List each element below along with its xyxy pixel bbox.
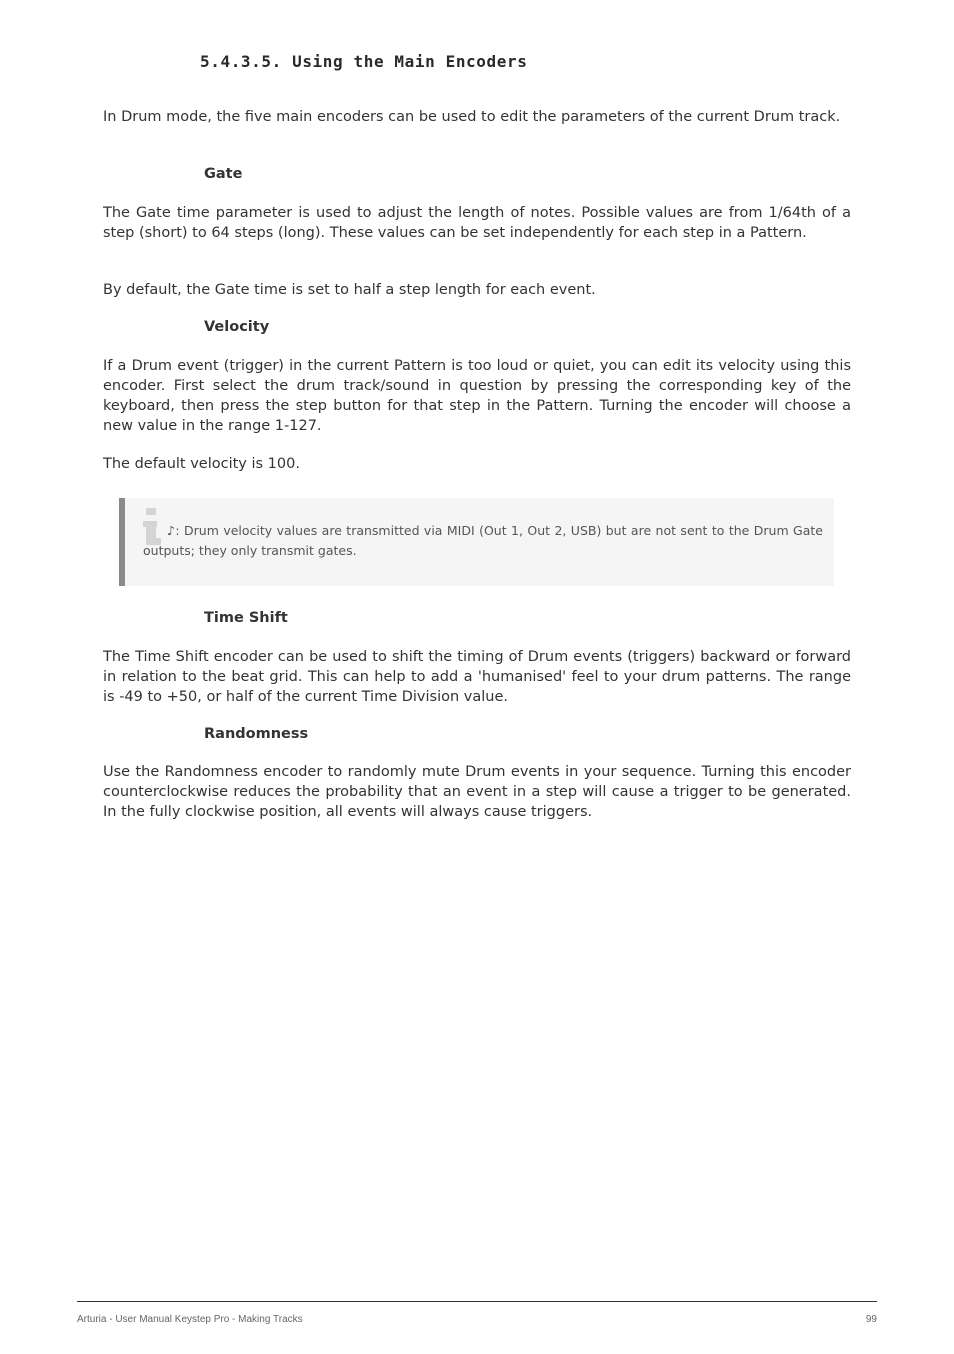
time-shift-heading: Time Shift — [204, 610, 288, 626]
note-text-content: ♪: Drum velocity values are transmitted via MIDI (Out 1, Out 2, USB) but are not sent to the Drum Gate outputs; they only transmit gates. — [143, 523, 823, 558]
velocity-heading: Velocity — [204, 319, 270, 335]
section-heading: 5.4.3.5. Using the Main Encoders — [200, 52, 528, 71]
note-text — [143, 521, 823, 561]
info-note — [119, 498, 834, 586]
velocity-default-paragraph: The default velocity is 100. — [103, 456, 300, 472]
intro-paragraph: In Drum mode, the five main encoders can be used to edit the parameters of the current Drum track. — [103, 109, 841, 125]
footer-title: Arturia - User Manual Keystep Pro - Making Tracks — [77, 1314, 303, 1325]
page-number: 99 — [865, 1314, 877, 1325]
randomness-paragraph: Use the Randomness encoder to randomly mute Drum events in your sequence. Turning this encoder counterclockwise reduces the probability that an event in a step will cause a trigger to be generated. In the fully clockwise position, all events will always cause triggers. — [103, 764, 851, 820]
gate-paragraph: The Gate time parameter is used to adjust the length of notes. Possible values are from 1/64th of a step (short) to 64 steps (long). These values can be set independently for each step in a Pattern. — [103, 205, 851, 241]
time-shift-paragraph: The Time Shift encoder can be used to shift the timing of Drum events (triggers) backward or forward in relation to the beat grid. This can help to add a 'humanised' feel to your drum patterns. The range is -49 to +50, or half of the current Time Division value. — [103, 649, 851, 705]
footer-divider — [77, 1301, 877, 1302]
randomness-heading: Randomness — [204, 726, 309, 742]
gate-default-paragraph: By default, the Gate time is set to half a step length for each event. — [103, 282, 596, 298]
gate-heading: Gate — [204, 166, 243, 182]
velocity-paragraph: If a Drum event (trigger) in the current Pattern is too loud or quiet, you can edit its velocity using this encoder. First select the drum track/sound in question by pressing the corresponding key of the keyboard, then press the step button for that step in the Pattern. Turning the encoder will choose a new value in the range 1-127. — [103, 358, 851, 434]
